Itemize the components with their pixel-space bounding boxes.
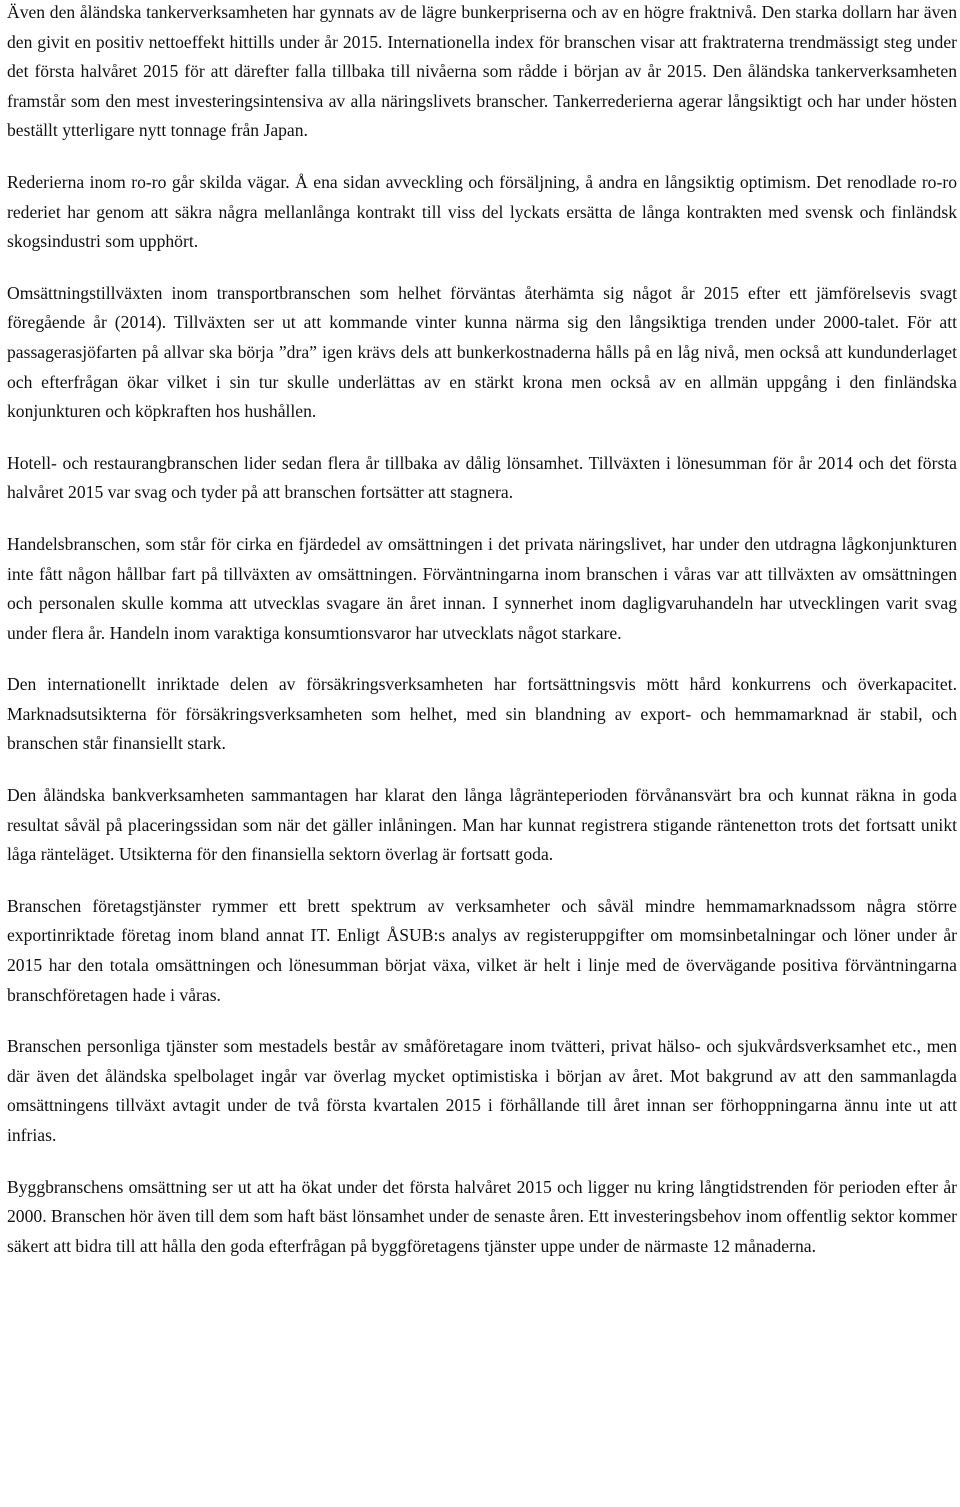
paragraph-construction: Byggbranschens omsättning ser ut att ha ökat under det första halvåret 2015 och ligger nu kring långtidstrenden för perioden efter år 2000. Branschen hör även till dem som haft bäst lönsamhet under de senaste åren. Ett investeringsbehov inom offentlig sektor kommer säkert att bidra till att hålla den goda efterfrågan på byggföretagens tjänster uppe under de närmaste 12 månaderna. bbox=[7, 1176, 958, 1256]
paragraph-business-services: Branschen företagstjänster rymmer ett brett spektrum av verksamheter och såväl mindre hemmamarknadssom några större exportinriktade företag inom bland annat IT. Enligt ÅSUB:s analys av registeruppgifter om momsinbetalningar och löner under år 2015 har den totala omsättningen och lönesumman börjat växa, vilket är helt i linje med de övervägande positiva förväntningarna branschföretagen hade i våras. bbox=[7, 895, 957, 1005]
paragraph-tanker: Även den åländska tankerverksamheten har gynnats av de lägre bunkerpriserna och av en högre fraktnivå. Den starka dollarn har även den givit en positiv nettoeffekt hittills under år 2015. Internationella index för branschen visar att fraktraterna trendmässigt steg under det första halvåret 2015 för att därefter falla tillbaka till nivåerna som rådde i början av år 2015. Den åländska tankerverksamheten framstår som den mest investeringsintensiva av alla näringslivets branscher. Tankerrederierna agerar långsiktigt och har under hösten beställt ytterligare nytt tonnage från Japan. bbox=[7, 2, 957, 141]
paragraph-personal-services: Branschen personliga tjänster som mestadels består av småföretagare inom tvätteri, privat hälso- och sjukvårdsverksamhet etc., men där även det åländska spelbolaget ingår var överlag mycket optimistiska i början av året. Mot bakgrund av att den sammanlagda omsättningens tillväxt avtagit under de två första kvartalen 2015 i förhållande till året innan ser förhoppningarna ännu inte ut att infrias. bbox=[7, 1036, 957, 1145]
paragraph-insurance: Den internationellt inriktade delen av försäkringsverksamheten har fortsättningsvis mött hård konkurrens och överkapacitet. Marknadsutsikterna för försäkringsverksamheten som helhet, med sin blandning av export- och hemmamarknad är stabil, och branschen står finansiellt stark. bbox=[7, 674, 957, 754]
paragraph-hotel-restaurant: Hotell- och restaurangbranschen lider sedan flera år tillbaka av dålig lönsamhet. Tillväxten i lönesumman för år 2014 och det första halvåret 2015 var svag och tyder på att branschen fortsätter att stagnera. bbox=[7, 452, 957, 503]
document-page bbox=[7, 0, 957, 1283]
paragraph-transport: Omsättningstillväxten inom transportbranschen som helhet förväntas återhämta sig något år 2015 efter ett jämförelsevis svagt föregående år (2014). Tillväxten ser ut att kommande vinter kunna närma sig den långsiktiga trenden under 2000-talet. För att passagerasjöfarten på allvar ska börja ”dra” igen krävs dels att bunkerkostnaderna hålls på en låg nivå, men också att kundunderlaget och efterfrågan ökar vilket i sin tur skulle underlättas av en stärkt krona men också av en allmän uppgång i den finländska konjunkturen och köpkraften hos hushållen. bbox=[7, 282, 957, 422]
paragraph-banking: Den åländska bankverksamheten sammantagen har klarat den långa lågränteperioden förvånansvärt bra och kunnat räkna in goda resultat såväl på placeringssidan som när det gäller inlåningen. Man har kunnat registrera stigande räntenetton trots det fortsatt unikt låga ränteläget. Utsikterna för den finansiella sektorn överlag är fortsatt goda. bbox=[7, 785, 957, 865]
paragraph-trade: Handelsbranschen, som står för cirka en fjärdedel av omsättningen i det privata näringslivet, har under den utdragna lågkonjunkturen inte fått någon hållbar fart på tillväxten av omsättningen. Förväntningarna inom branschen i våras var att tillväxten av omsättningen och personalen skulle komma att utvecklas svagare än året innan. I synnerhet inom dagligvaruhandeln har utvecklingen varit svag under flera år. Handeln inom varaktiga konsumtionsvaror har utvecklats något starkare. bbox=[7, 533, 957, 643]
paragraph-ro-ro: Rederierna inom ro-ro går skilda vägar. Å ena sidan avveckling och försäljning, å andra en långsiktig optimism. Det renodlade ro-ro rederiet har genom att säkra några mellanlånga kontrakt till viss del lyckats ersätta de långa kontrakten med svensk och finländsk skogsindustri som upphört. bbox=[7, 171, 957, 252]
